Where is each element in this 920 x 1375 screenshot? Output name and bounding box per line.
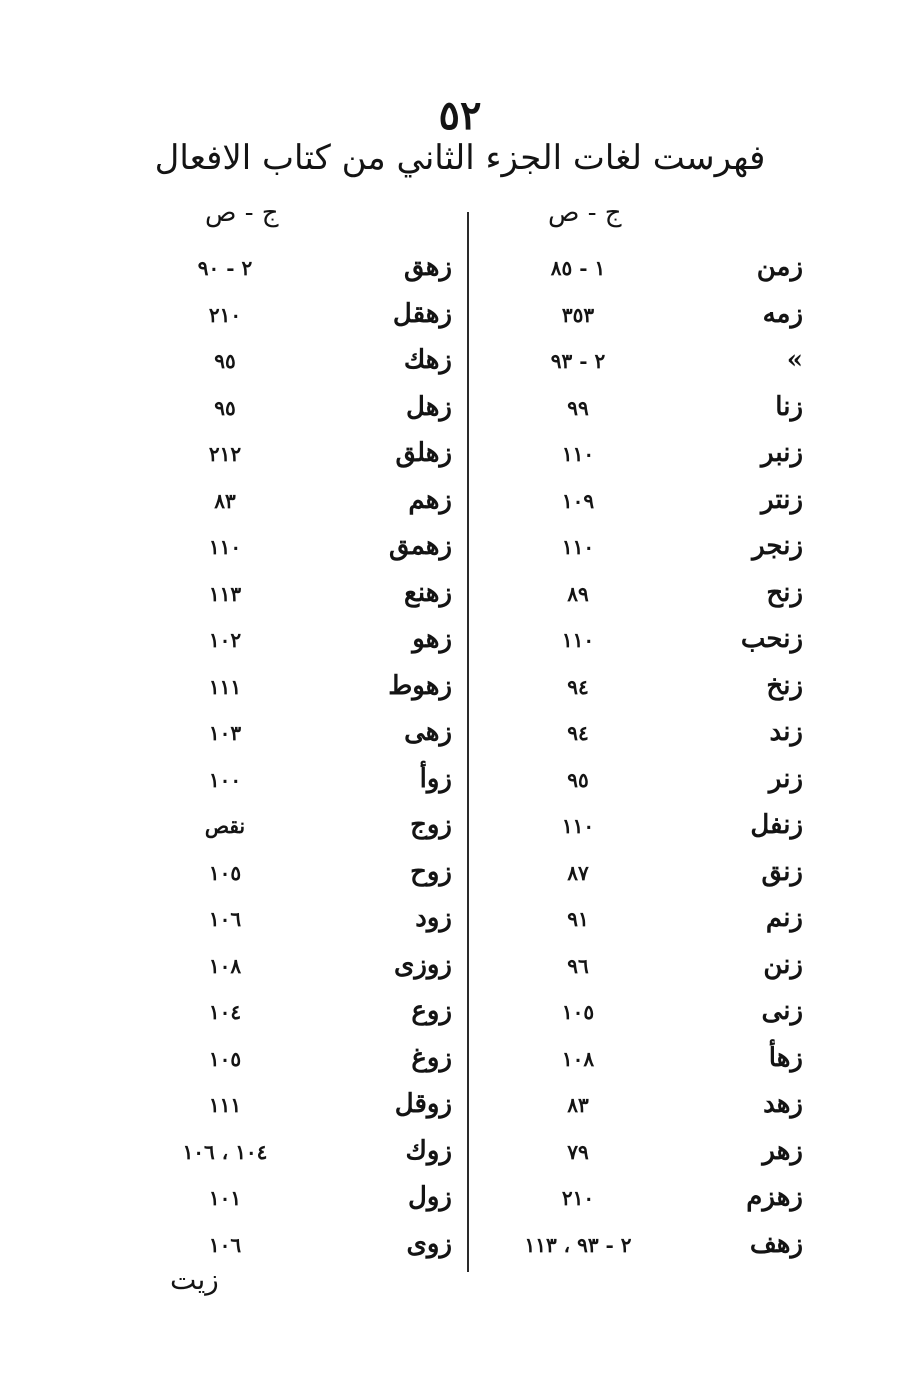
left-entry-word: زهق bbox=[404, 252, 452, 282]
right-entry-word: زهزم bbox=[746, 1182, 803, 1212]
left-entry-page-ref: ٩٥ bbox=[214, 395, 236, 420]
right-entry-page-ref: ٨٣ bbox=[567, 1093, 589, 1117]
left-entry-page-ref: ١١٣ bbox=[208, 581, 242, 606]
right-entry-word: زنى bbox=[761, 996, 803, 1026]
right-entry-page-ref: ١١٠ bbox=[561, 814, 595, 838]
right-entry-page-ref: ٢ - ٩٣ ، ١١٣ bbox=[524, 1232, 632, 1257]
left-entry-page-ref: ١٠٥ bbox=[208, 1046, 242, 1071]
left-entry-row bbox=[0, 299, 920, 343]
left-entry-row bbox=[0, 671, 920, 715]
left-entry-word: زهقل bbox=[392, 298, 452, 329]
right-entry-page-ref: ٢١٠ bbox=[561, 1186, 595, 1210]
page-title: فهرست لغات الجزء الثاني من كتاب الافعال bbox=[154, 138, 766, 178]
right-entry-page-ref: ١١٠ bbox=[561, 535, 595, 559]
right-entry-page-ref: ٩٤ bbox=[567, 721, 589, 745]
left-entry-page-ref: ١٠٣ bbox=[208, 721, 242, 745]
right-entry-page-ref: ١٠٥ bbox=[561, 1000, 595, 1024]
right-entry-word: زنفل bbox=[750, 810, 803, 840]
left-entry-word: زوح bbox=[410, 856, 452, 887]
left-entry-page-ref: ١٠٨ bbox=[208, 953, 242, 978]
left-entry-page-ref: ١٠٢ bbox=[208, 628, 242, 652]
left-entry-page-ref: ١١١ bbox=[208, 1093, 242, 1117]
right-entry-word: زنخ bbox=[766, 670, 803, 701]
left-entry-page-ref: ١١٠ bbox=[208, 535, 242, 559]
left-entry-row bbox=[0, 252, 920, 296]
right-entry-page-ref: ١٠٩ bbox=[561, 488, 595, 513]
left-entry-word: زوقل bbox=[394, 1089, 452, 1119]
right-entry-page-ref: ٩٩ bbox=[567, 395, 589, 420]
left-entry-word: زهم bbox=[408, 484, 452, 515]
left-entry-row bbox=[0, 950, 920, 994]
left-entry-row bbox=[0, 810, 920, 854]
right-entry-page-ref: ١١٠ bbox=[561, 628, 595, 652]
left-entry-row bbox=[0, 624, 920, 668]
left-entry-row bbox=[0, 764, 920, 808]
left-entry-word: زوى bbox=[406, 1228, 452, 1259]
page-number: ٥٢ bbox=[438, 92, 482, 139]
right-entry-word: زنر bbox=[768, 763, 803, 794]
catchword: زيت bbox=[170, 1263, 219, 1296]
right-entry-page-ref: ٩١ bbox=[567, 907, 589, 931]
right-entry-word: زنن bbox=[763, 949, 803, 980]
left-entry-row bbox=[0, 1089, 920, 1133]
left-entry-word: زود bbox=[415, 903, 452, 933]
right-entry-word: زمه bbox=[762, 298, 803, 329]
right-entry-page-ref: ٢ - ٩٣ bbox=[550, 349, 606, 373]
right-entry-word: زنتر bbox=[761, 484, 803, 515]
left-entry-page-ref: ١٠٥ bbox=[208, 860, 242, 885]
left-entry-page-ref: ٢١٠ bbox=[208, 302, 242, 327]
left-entry-page-ref: ٢١٢ bbox=[208, 442, 242, 466]
right-entry-word: زمن bbox=[756, 252, 803, 282]
left-entry-page-ref: نقص bbox=[204, 814, 246, 838]
left-entry-page-ref: ١٠٠ bbox=[208, 767, 242, 792]
left-entry-row bbox=[0, 438, 920, 482]
left-entry-row bbox=[0, 1136, 920, 1180]
left-entry-page-ref: ٨٣ bbox=[214, 488, 236, 513]
left-entry-word: زهلق bbox=[395, 438, 452, 468]
left-entry-row bbox=[0, 578, 920, 622]
left-entry-word: زهك bbox=[403, 345, 452, 375]
left-entry-page-ref: ١٠١ bbox=[208, 1186, 242, 1210]
left-entry-word: زوأ bbox=[419, 763, 452, 794]
left-entry-row bbox=[0, 1043, 920, 1087]
right-entry-page-ref: ٩٤ bbox=[567, 674, 589, 699]
right-entry-page-ref: ٣٥٣ bbox=[561, 302, 595, 327]
left-entry-word: زوج bbox=[410, 810, 452, 840]
right-entry-word: » bbox=[786, 345, 803, 375]
right-entry-word: زهد bbox=[763, 1089, 803, 1119]
left-entry-word: زوزى bbox=[393, 949, 452, 980]
left-entry-word: زهمق bbox=[389, 531, 452, 561]
left-entry-page-ref: ٩٥ bbox=[214, 349, 236, 373]
right-entry-word: زنح bbox=[766, 577, 803, 608]
right-entry-page-ref: ٧٩ bbox=[567, 1139, 589, 1164]
right-entry-word: زهف bbox=[749, 1228, 803, 1259]
left-entry-row bbox=[0, 392, 920, 436]
left-entry-page-ref: ٢ - ٩٠ bbox=[197, 256, 253, 280]
left-entry-row bbox=[0, 1229, 920, 1273]
right-entry-page-ref: ١ - ٨٥ bbox=[550, 256, 606, 280]
right-entry-page-ref: ١٠٨ bbox=[561, 1046, 595, 1071]
right-entry-word: زنجر bbox=[752, 531, 803, 561]
right-entry-page-ref: ٩٦ bbox=[567, 953, 589, 978]
right-entry-page-ref: ٨٧ bbox=[567, 860, 589, 885]
left-entry-word: زهوط bbox=[388, 670, 452, 701]
left-entry-row bbox=[0, 1182, 920, 1226]
left-entry-row bbox=[0, 345, 920, 389]
left-entry-page-ref: ١٠٦ bbox=[208, 907, 242, 931]
left-entry-word: زهى bbox=[404, 717, 452, 747]
left-entry-row bbox=[0, 857, 920, 901]
right-entry-word: زهر bbox=[762, 1135, 803, 1166]
left-entry-word: زوغ bbox=[411, 1042, 452, 1073]
right-entry-word: زنق bbox=[761, 856, 803, 887]
left-entry-page-ref: ١٠٤ bbox=[208, 1000, 242, 1024]
left-entry-row bbox=[0, 531, 920, 575]
left-entry-word: زهو bbox=[412, 624, 452, 654]
right-entry-page-ref: ٨٩ bbox=[567, 581, 589, 606]
right-entry-word: زنا bbox=[775, 391, 803, 422]
right-entry-page-ref: ١١٠ bbox=[561, 442, 595, 466]
right-entry-word: زنبر bbox=[761, 438, 803, 468]
left-entry-word: زهل bbox=[406, 391, 452, 422]
column-header-left: ج - ص bbox=[205, 198, 279, 228]
left-entry-row bbox=[0, 717, 920, 761]
left-entry-word: زوع bbox=[411, 996, 452, 1026]
left-entry-page-ref: ١١١ bbox=[208, 674, 242, 699]
left-entry-row bbox=[0, 903, 920, 947]
right-entry-word: زهأ bbox=[768, 1042, 803, 1073]
left-entry-word: زهنع bbox=[404, 577, 452, 608]
right-entry-word: زنم bbox=[765, 903, 803, 933]
right-entry-word: زند bbox=[769, 717, 803, 747]
left-entry-word: زول bbox=[407, 1182, 452, 1212]
left-entry-row bbox=[0, 485, 920, 529]
right-entry-word: زنحب bbox=[740, 624, 803, 654]
right-entry-page-ref: ٩٥ bbox=[567, 767, 589, 792]
left-entry-page-ref: ١٠٤ ، ١٠٦ bbox=[182, 1139, 268, 1164]
left-entry-page-ref: ١٠٦ bbox=[208, 1232, 242, 1257]
column-header-right: ج - ص bbox=[548, 198, 622, 228]
left-entry-row bbox=[0, 996, 920, 1040]
left-entry-word: زوك bbox=[405, 1135, 452, 1166]
